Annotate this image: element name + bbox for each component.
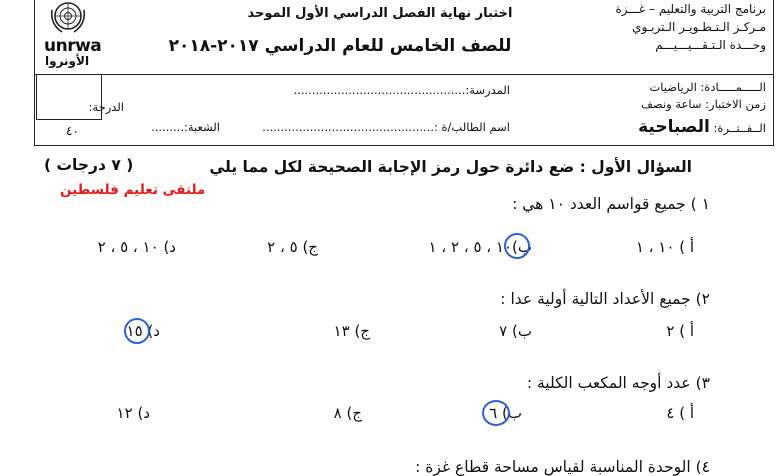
q2-option-b[interactable]: ب) ٧	[499, 322, 532, 340]
subject-field: الـــــمـــــادة: الرياضيات	[649, 80, 766, 94]
watermark-text: ملتقى تعليم فلسطين	[60, 182, 206, 198]
exam-title: اختبار نهاية الفصل الدراسي الأول الموحد	[247, 6, 513, 21]
q1-option-d[interactable]: د) ١٠ ، ٥ ، ٢	[97, 238, 176, 256]
section-points: ( ٧ درجات )	[44, 156, 134, 174]
period-field	[638, 117, 766, 137]
school-field[interactable]: المدرسة:...............................................	[293, 83, 510, 97]
grade-box[interactable]	[36, 74, 102, 120]
period-label: الــفــتــرة:	[713, 121, 766, 135]
program-line-2: مـركـز الـتـطـويـر الـتربـوي	[632, 20, 766, 34]
q2-option-a[interactable]: أ ) ٢	[666, 322, 694, 340]
answer-circle-q2	[124, 318, 150, 344]
program-line-3: وحـــدة الـتـقـــيـــيـــم	[655, 38, 766, 52]
question-1-text: ١ ) جميع قواسم العدد ١٠ هي :	[512, 195, 710, 213]
q2-option-d[interactable]: د) ١٥	[126, 322, 160, 340]
unrwa-logo-arabic: الأونروا	[45, 54, 90, 68]
answer-circle-q3	[482, 400, 510, 426]
section-field[interactable]: الشعبة:.........	[151, 120, 220, 134]
un-emblem-icon	[46, 0, 90, 38]
q1-option-a[interactable]: أ ) ١٠ ، ١	[635, 238, 694, 256]
header-divider	[34, 74, 774, 75]
student-name-field[interactable]: اسم الطالب/ة :...............................................	[262, 120, 510, 134]
section-heading: السؤال الأول : ضع دائرة حول رمز الإجابة الصحيحة لكل مما يلي	[209, 158, 692, 176]
duration-field: زمن الاختبار: ساعة ونصف	[641, 97, 766, 111]
q3-option-a[interactable]: أ ) ٤	[666, 404, 694, 422]
period-value: الصباحية	[638, 117, 710, 137]
q3-option-d[interactable]: د) ١٢	[116, 404, 150, 422]
q3-option-c[interactable]: ج) ٨	[333, 404, 362, 422]
grade-and-year: للصف الخامس للعام الدراسي ٢٠١٧-٢٠١٨	[168, 36, 512, 56]
program-line-1: برنامج التربية والتعليم – غـــزة	[615, 2, 766, 16]
question-2-text: ٢) جميع الأعداد التالية أولية عدا :	[500, 290, 710, 308]
answer-circle-q1	[504, 233, 530, 259]
q2-option-c[interactable]: ج) ١٣	[333, 322, 370, 340]
question-3-text: ٣) عدد أوجه المكعب الكلية :	[526, 374, 710, 392]
grade-label: الدرجة:	[88, 100, 124, 114]
grade-total: ٤٠	[66, 124, 79, 138]
unrwa-logo-text: unrwa	[44, 36, 102, 56]
question-4-text-partial: ٤) الوحدة المناسبة لقياس مساحة قطاع غزة :	[415, 458, 710, 476]
q3-option-b[interactable]: ب) ٦	[489, 404, 522, 422]
q1-option-b[interactable]: ب)١٠ ، ٥ ، ٢ ، ١	[428, 238, 532, 256]
q1-option-c[interactable]: ج) ٥ ، ٢	[267, 238, 318, 256]
